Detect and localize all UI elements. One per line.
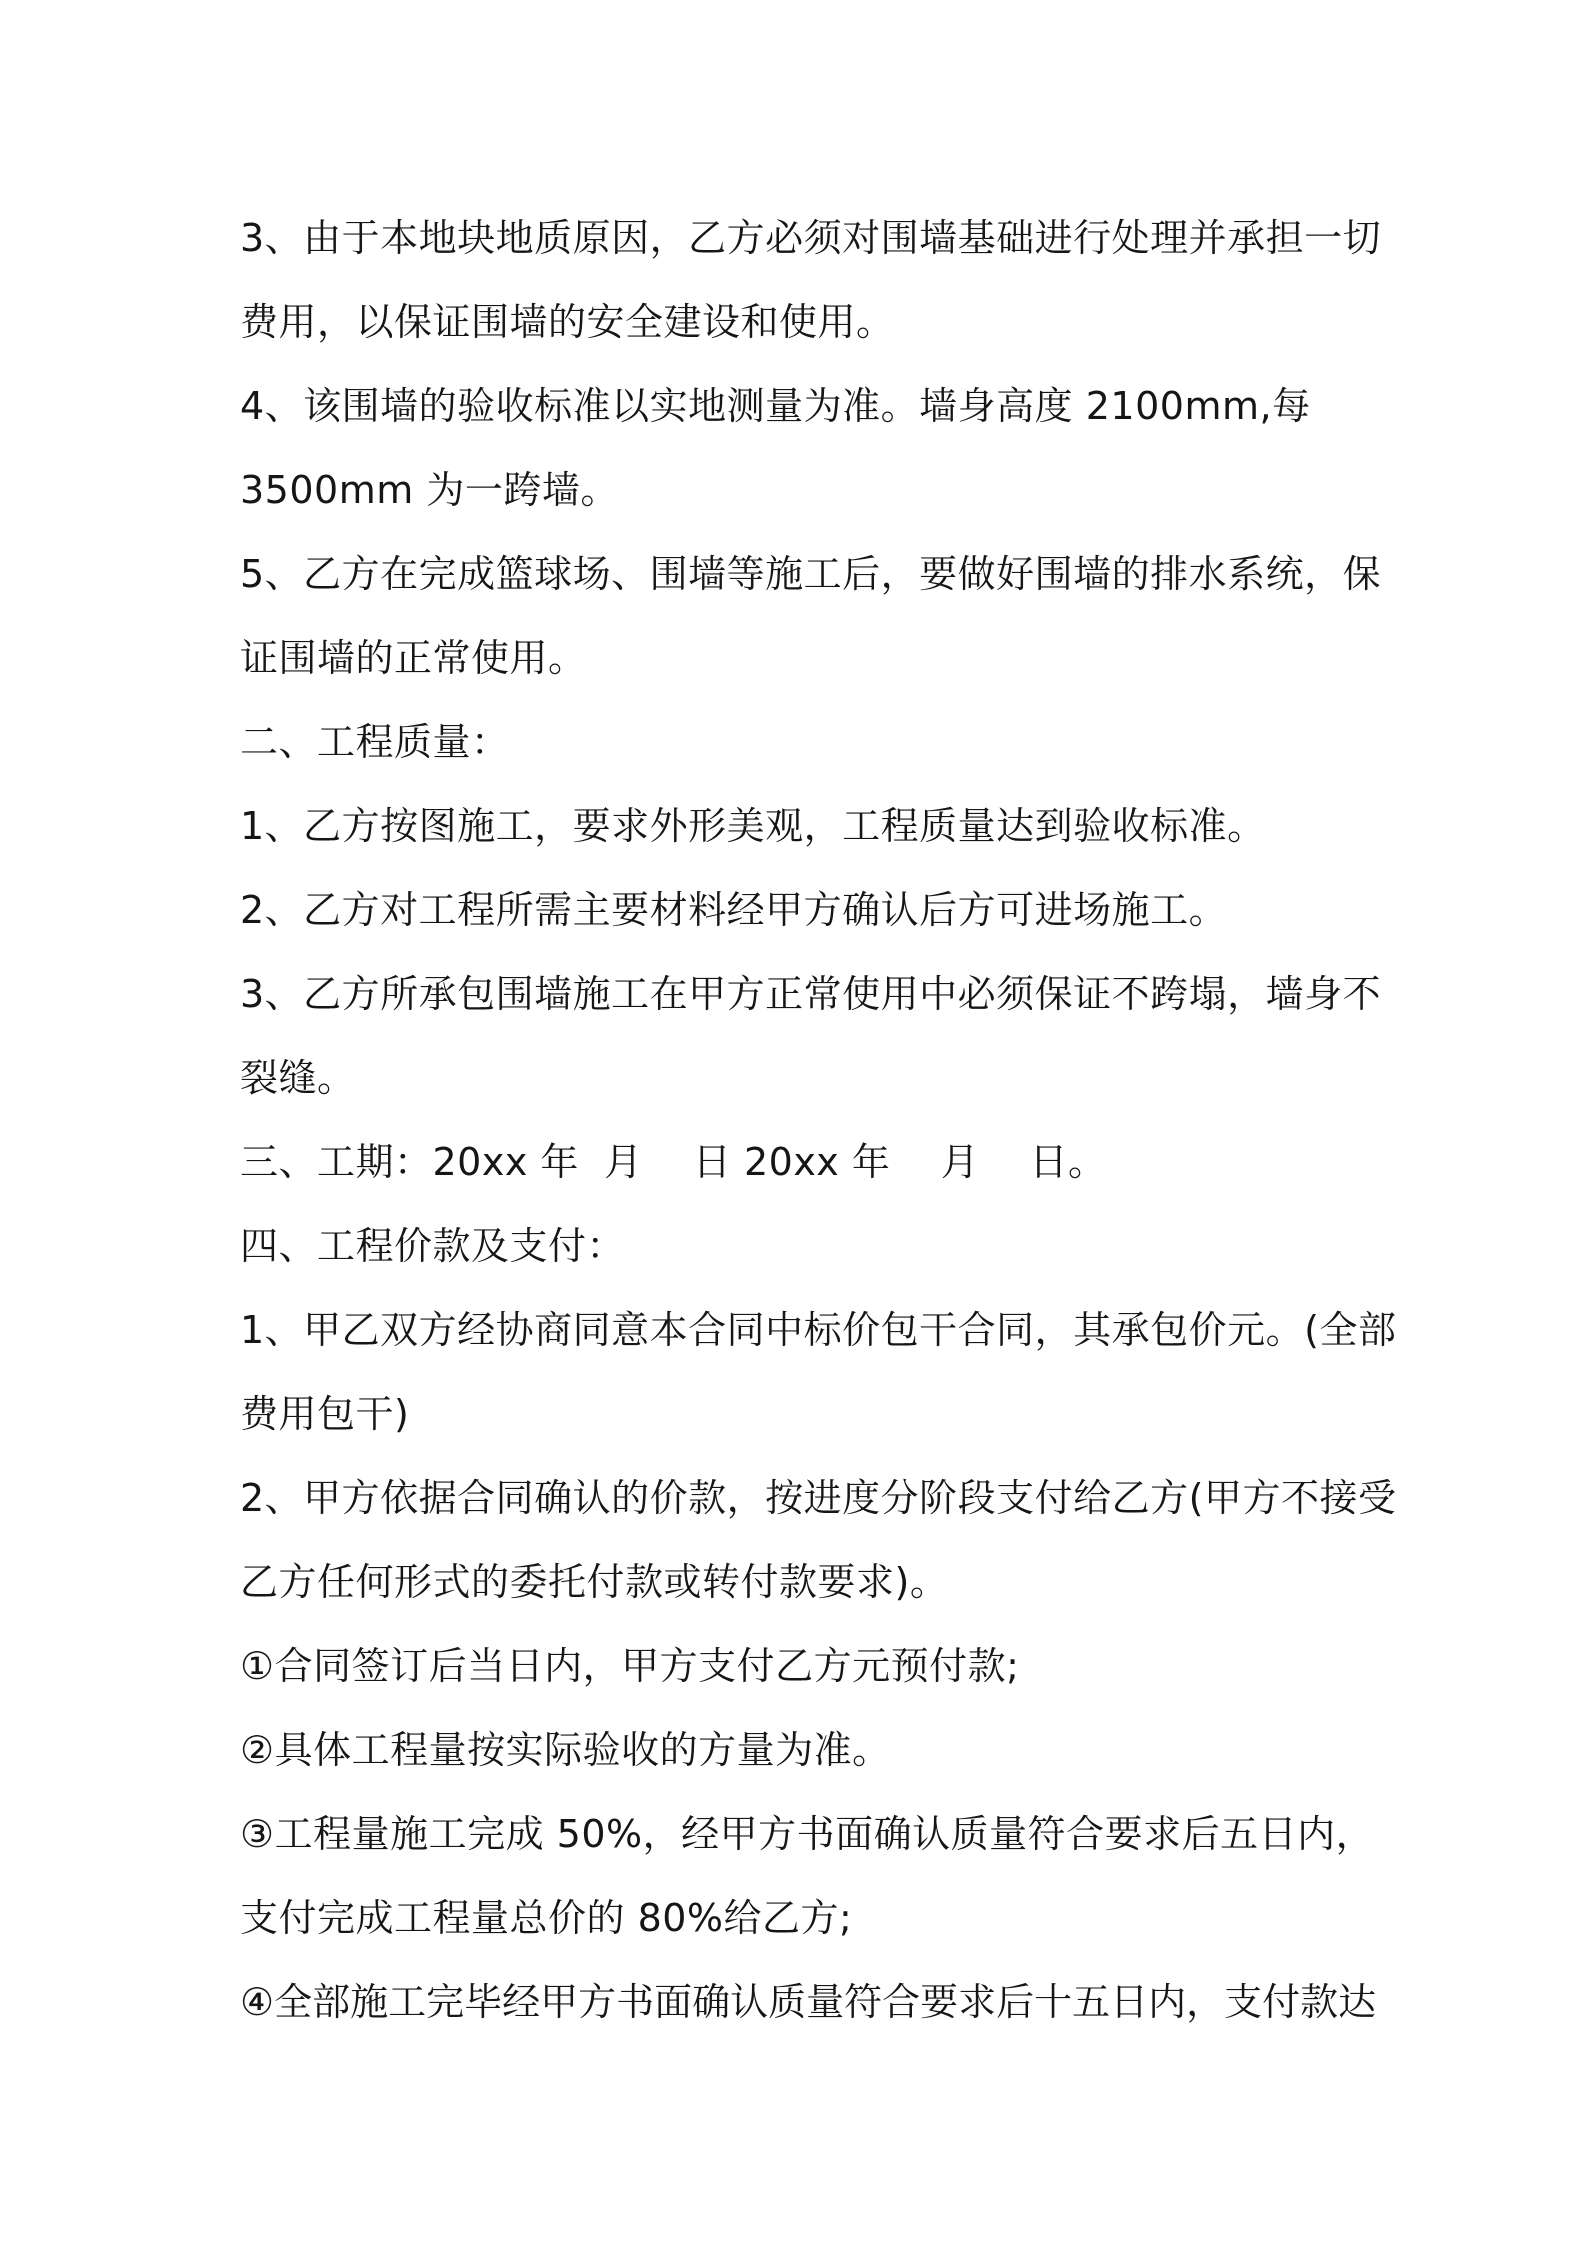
text-line-14: 1、甲乙双方经协商同意本合同中标价包干合同，其承包价元。(全部 xyxy=(240,1308,1397,1352)
text-line-5: 5、乙方在完成篮球场、围墙等施工后，要做好围墙的排水系统，保 xyxy=(240,552,1382,596)
text-line-10: 3、乙方所承包围墙施工在甲方正常使用中必须保证不跨塌，墙身不 xyxy=(240,972,1382,1016)
list-item-2: ②具体工程量按实际验收的方量为准。 xyxy=(240,1728,891,1772)
text-line-3: 4、该围墙的验收标准以实地测量为准。墙身高度 2100mm,每 xyxy=(240,384,1311,428)
text-line-6: 证围墙的正常使用。 xyxy=(240,636,587,680)
list-item-4: ④全部施工完毕经甲方书面确认质量符合要求后十五日内，支付款达 xyxy=(240,1980,1377,2024)
text-line-1: 3、由于本地块地质原因，乙方必须对围墙基础进行处理并承担一切 xyxy=(240,216,1382,260)
text-line-4: 3500mm 为一跨墙。 xyxy=(240,468,619,512)
text-line-9: 2、乙方对工程所需主要材料经甲方确认后方可进场施工。 xyxy=(240,888,1228,932)
text-line-8: 1、乙方按图施工，要求外形美观，工程质量达到验收标准。 xyxy=(240,804,1266,848)
list-item-3: ③工程量施工完成 50%，经甲方书面确认质量符合要求后五日内， xyxy=(240,1812,1375,1856)
document-body xyxy=(240,196,1397,2044)
text-line-17: 乙方任何形式的委托付款或转付款要求)。 xyxy=(240,1560,949,1604)
section-heading-payment: 四、工程价款及支付： xyxy=(240,1224,626,1268)
section-heading-schedule: 三、工期：20xx 年 月 日 20xx 年 月 日。 xyxy=(240,1140,1107,1184)
text-line-15: 费用包干) xyxy=(240,1392,410,1436)
text-line-2: 费用，以保证围墙的安全建设和使用。 xyxy=(240,300,895,344)
section-heading-quality: 二、工程质量： xyxy=(240,720,510,764)
text-line-16: 2、甲方依据合同确认的价款，按进度分阶段支付给乙方(甲方不接受 xyxy=(240,1476,1397,1520)
text-line-21: 支付完成工程量总价的 80%给乙方; xyxy=(240,1896,853,1940)
list-item-1: ①合同签订后当日内，甲方支付乙方元预付款; xyxy=(240,1644,1020,1688)
text-line-11: 裂缝。 xyxy=(240,1056,356,1100)
